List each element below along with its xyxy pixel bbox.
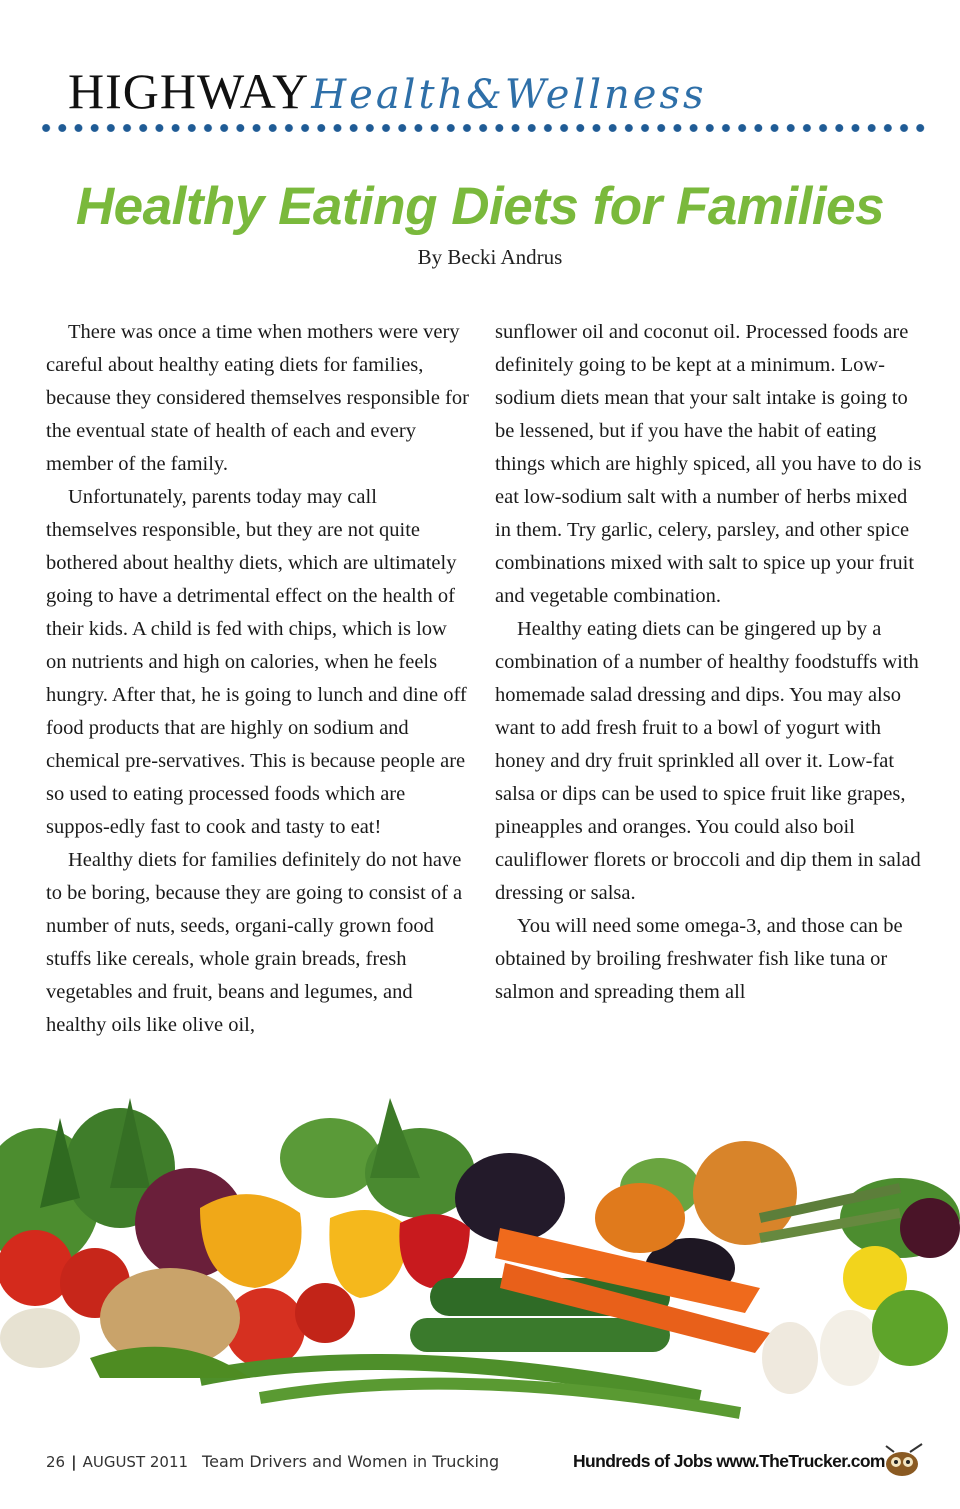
paragraph: Unfortunately, parents today may call themselves responsible, but they are not quite bothered about healthy diets, which are ultimately going to have a detrimental effect on the health of their kids. A child is fed with chips, which is low on nutrients and high on calories, when he feels hungry. After that, he is going to lunch and dine off food products that are highly on sodium and chemical pre-servatives. This is because people are so used to eating processed foods which are suppos-edly fast to cook and tasty to eat!	[46, 486, 467, 838]
yellow-pepper-2	[329, 1210, 410, 1298]
article-column-left	[46, 316, 471, 1042]
footer-promo: Hundreds of Jobs www.TheTrucker.com	[573, 1451, 885, 1471]
article-column-right	[495, 316, 923, 1009]
tomato	[295, 1283, 355, 1343]
publication-name: Team Drivers and Women in Trucking	[202, 1452, 500, 1471]
pumpkin	[595, 1183, 685, 1253]
article-title: Healthy Eating Diets for Families	[75, 177, 885, 236]
article-byline: By Becki Andrus	[417, 245, 563, 269]
footer-separator: |	[71, 1453, 77, 1471]
eggplant	[455, 1153, 565, 1243]
bug-mascot-icon	[880, 1440, 924, 1480]
paragraph: Healthy eating diets can be gingered up by a combination of a number of healthy foodstuffs with homemade salad dressing and dips. You may also want to add fresh fruit to a bowl of yogurt with honey and dry fruit sprinkled all over it. Low-fat salsa or dips can be used to spice fruit like grapes, pineapples and oranges. You could also boil cauliflower florets or broccoli and dip them in salad dressing or salsa.	[495, 618, 921, 904]
page-footer	[0, 1440, 960, 1485]
green-chili	[90, 1347, 250, 1378]
section-masthead	[68, 62, 707, 120]
vegetables-photo	[0, 1078, 960, 1434]
issue-date: AUGUST 2011	[82, 1453, 189, 1471]
section-name: HIGHWAY	[68, 63, 310, 119]
beet	[900, 1198, 960, 1258]
dotted-divider	[38, 121, 928, 135]
yellow-pepper	[200, 1194, 302, 1288]
paragraph: sunflower oil and coconut oil. Processed foods are definitely going to be kept at a minimum. Low-sodium diets mean that your salt intake is going to be lessened, but if you have the habit of eating things which are highly spiced, all you have to do is eat low-sodium salt with a number of herbs mixed in them. Try garlic, celery, parsley, and other spice combinations mixed with salt to spice up your fruit and vegetable combination.	[495, 321, 922, 607]
garlic	[762, 1322, 818, 1394]
section-subtitle: Health&Wellness	[311, 72, 707, 118]
footer-left	[46, 1452, 499, 1471]
cucumber-2	[410, 1318, 670, 1352]
red-pepper	[399, 1214, 470, 1288]
lime	[872, 1290, 948, 1366]
paragraph: There was once a time when mothers were very careful about healthy eating diets for families, because they considered themselves responsible for the eventual state of health of each and every member of the family.	[46, 321, 469, 475]
page-number: 26	[46, 1453, 66, 1471]
paragraph: Healthy diets for families definitely do not have to be boring, because they are going to consist of a number of nuts, seeds, organi-cally grown food stuffs like cereals, whole grain breads, fresh vegetables and fruit, beans and legumes, and healthy oils like olive oil,	[46, 849, 463, 1036]
paragraph: You will need some omega-3, and those can be obtained by broiling freshwater fish like tuna or salmon and spreading them all	[495, 915, 903, 1003]
garlic-2	[820, 1310, 880, 1386]
green-onion	[0, 1308, 80, 1368]
